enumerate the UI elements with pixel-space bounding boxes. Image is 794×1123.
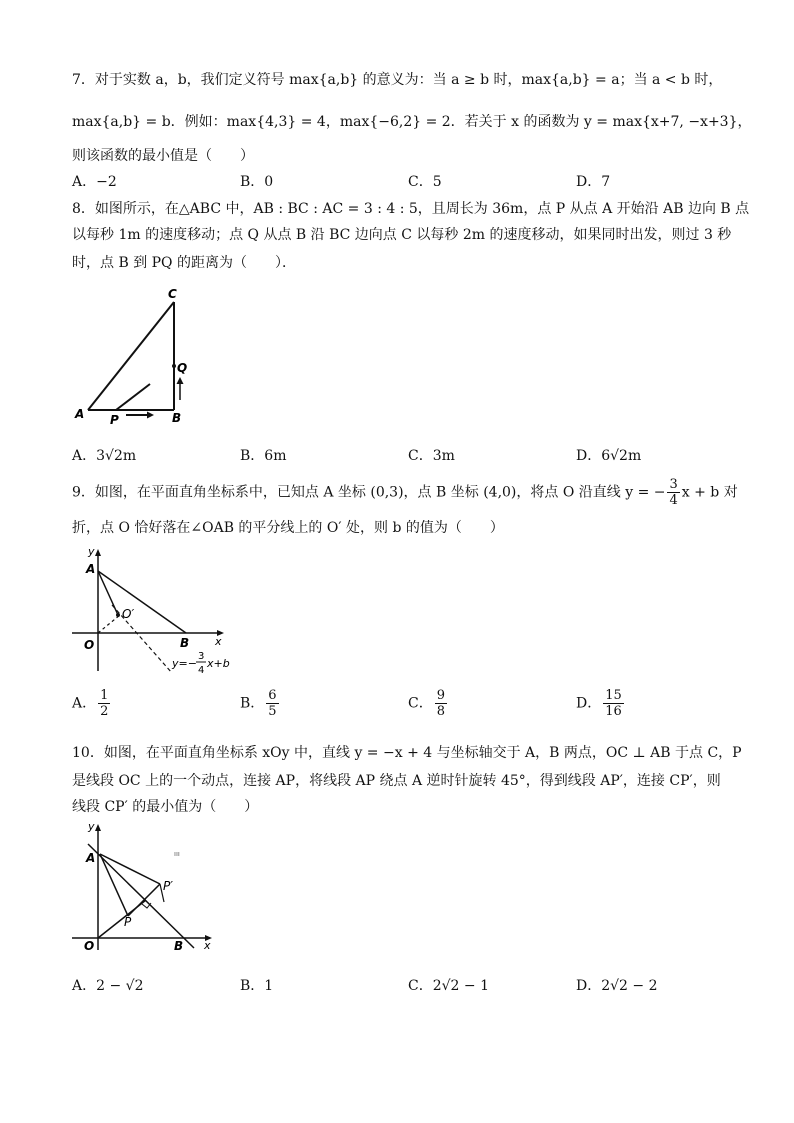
q8-label-p: P [110, 413, 119, 427]
q8-label-a: A [75, 407, 85, 421]
q8-label-c: C [168, 287, 177, 301]
q9-option-a [72, 688, 112, 719]
q9-option-a-num: 1 [100, 688, 109, 703]
q9-option-a-letter: A． [72, 695, 97, 712]
q10-line1: 10．如图，在平面直角坐标系 xOy 中，直线 y = −x + 4 与坐标轴交于 A，B 两点，OC ⊥ AB 于点 C，P [72, 745, 742, 761]
q9-line-eq-numerator: 3 [198, 651, 205, 662]
q9-option-b-num: 6 [268, 688, 277, 703]
q9-label-a: A [86, 562, 96, 576]
q10-label-p-prime: P′ [163, 879, 173, 893]
q9-option-d-num: 15 [605, 688, 622, 703]
q9-slope-denominator: 4 [669, 493, 678, 508]
q8-option-b: B．6m [240, 448, 287, 464]
q9-line1 [72, 477, 738, 508]
q10-option-c: C．2√2 − 1 [408, 978, 489, 994]
q8-label-q: Q [177, 361, 188, 375]
q10-line2: 是线段 OC 上的一个动点，连接 AP，将线段 AP 绕点 A 逆时针旋转 45°，得到线段 AP′，连接 CP′，则 [72, 773, 721, 789]
q9-label-x: x [215, 635, 222, 648]
q10-label-y: y [88, 820, 95, 833]
q8-option-d: D．6√2m [576, 448, 642, 464]
q7-line3: 则该函数的最小值是（ ） [72, 148, 254, 164]
q9-option-c [408, 688, 449, 719]
q10-option-d: D．2√2 − 2 [576, 978, 658, 994]
q10-label-p: P [124, 915, 132, 929]
q9-slope-numerator: 3 [669, 477, 678, 492]
q9-option-d-den: 16 [605, 704, 622, 719]
q9-option-b [240, 688, 281, 719]
q8-line1: 8．如图所示，在△ABC 中，AB : BC : AC = 3 : 4 : 5，且周长为 36m，点 P 从点 A 开始沿 AB 边向 B 点 [72, 201, 750, 217]
q10-label-b: B [174, 939, 184, 953]
q8-option-c: C．3m [408, 448, 455, 464]
q9-option-b-den: 5 [268, 704, 277, 719]
q7-option-c: C．5 [408, 174, 442, 190]
q7-line1: 7．对于实数 a，b，我们定义符号 max{a,b} 的意义为：当 a ≥ b 时，max{a,b} = a；当 a < b 时， [72, 72, 723, 88]
q9-label-o-prime: O′ [122, 607, 135, 621]
q8-option-a: A．3√2m [72, 448, 137, 464]
q9-option-d-letter: D． [576, 695, 602, 712]
q9-slope-fraction [667, 477, 679, 508]
q9-line-eq-denominator: 4 [198, 665, 205, 676]
q10-line3: 线段 CP′ 的最小值为（ ） [72, 799, 259, 815]
q10-option-a: A．2 − √2 [72, 978, 144, 994]
q7-option-a: A．−2 [72, 174, 117, 190]
q9-line1-tail: x + b 对 [681, 484, 738, 501]
q9-label-o: O [84, 638, 95, 652]
q9-label-y: y [88, 545, 95, 558]
q9-line1-text: 9．如图，在平面直角坐标系中，已知点 A 坐标 (0,3)，点 B 坐标 (4,0)，将点 O 沿直线 y = − [72, 484, 666, 501]
q8-line2: 以每秒 1m 的速度移动；点 Q 从点 B 沿 BC 边向点 C 以每秒 2m 的速度移动，如果同时出发，则过 3 秒 [72, 227, 732, 243]
q7-option-b: B．0 [240, 174, 274, 190]
q9-option-b-letter: B． [240, 695, 265, 712]
q10-label-x: x [204, 939, 211, 952]
q10-option-b: B．1 [240, 978, 274, 994]
q8-triangle-figure [70, 284, 200, 428]
q7-option-d: D．7 [576, 174, 611, 190]
q8-line3: 时，点 B 到 PQ 的距离为（ ）． [72, 255, 296, 271]
q9-option-c-num: 9 [436, 688, 445, 703]
q8-label-b: B [172, 411, 182, 425]
q10-label-o: O [84, 939, 95, 953]
q9-coordinate-figure [70, 543, 235, 678]
q9-line2: 折，点 O 恰好落在∠OAB 的平分线上的 O′ 处，则 b 的值为（ ） [72, 520, 504, 536]
q9-option-c-den: 8 [436, 704, 445, 719]
q9-line-eq-tail: x+b [207, 657, 230, 670]
q7-line2: max{a,b} = b．例如：max{4,3} = 4，max{−6,2} = 2．若关于 x 的函数为 y = max{x+7, −x+3}， [72, 114, 752, 130]
q9-label-b: B [180, 636, 190, 650]
q10-label-a: A [86, 851, 96, 865]
q9-line-equation: y=− [172, 657, 197, 670]
q9-option-d [576, 688, 626, 719]
q10-coordinate-figure [70, 818, 220, 954]
q9-option-c-letter: C． [408, 695, 433, 712]
q9-option-a-den: 2 [100, 704, 109, 719]
q10-stray-mark: ııı [174, 850, 180, 858]
